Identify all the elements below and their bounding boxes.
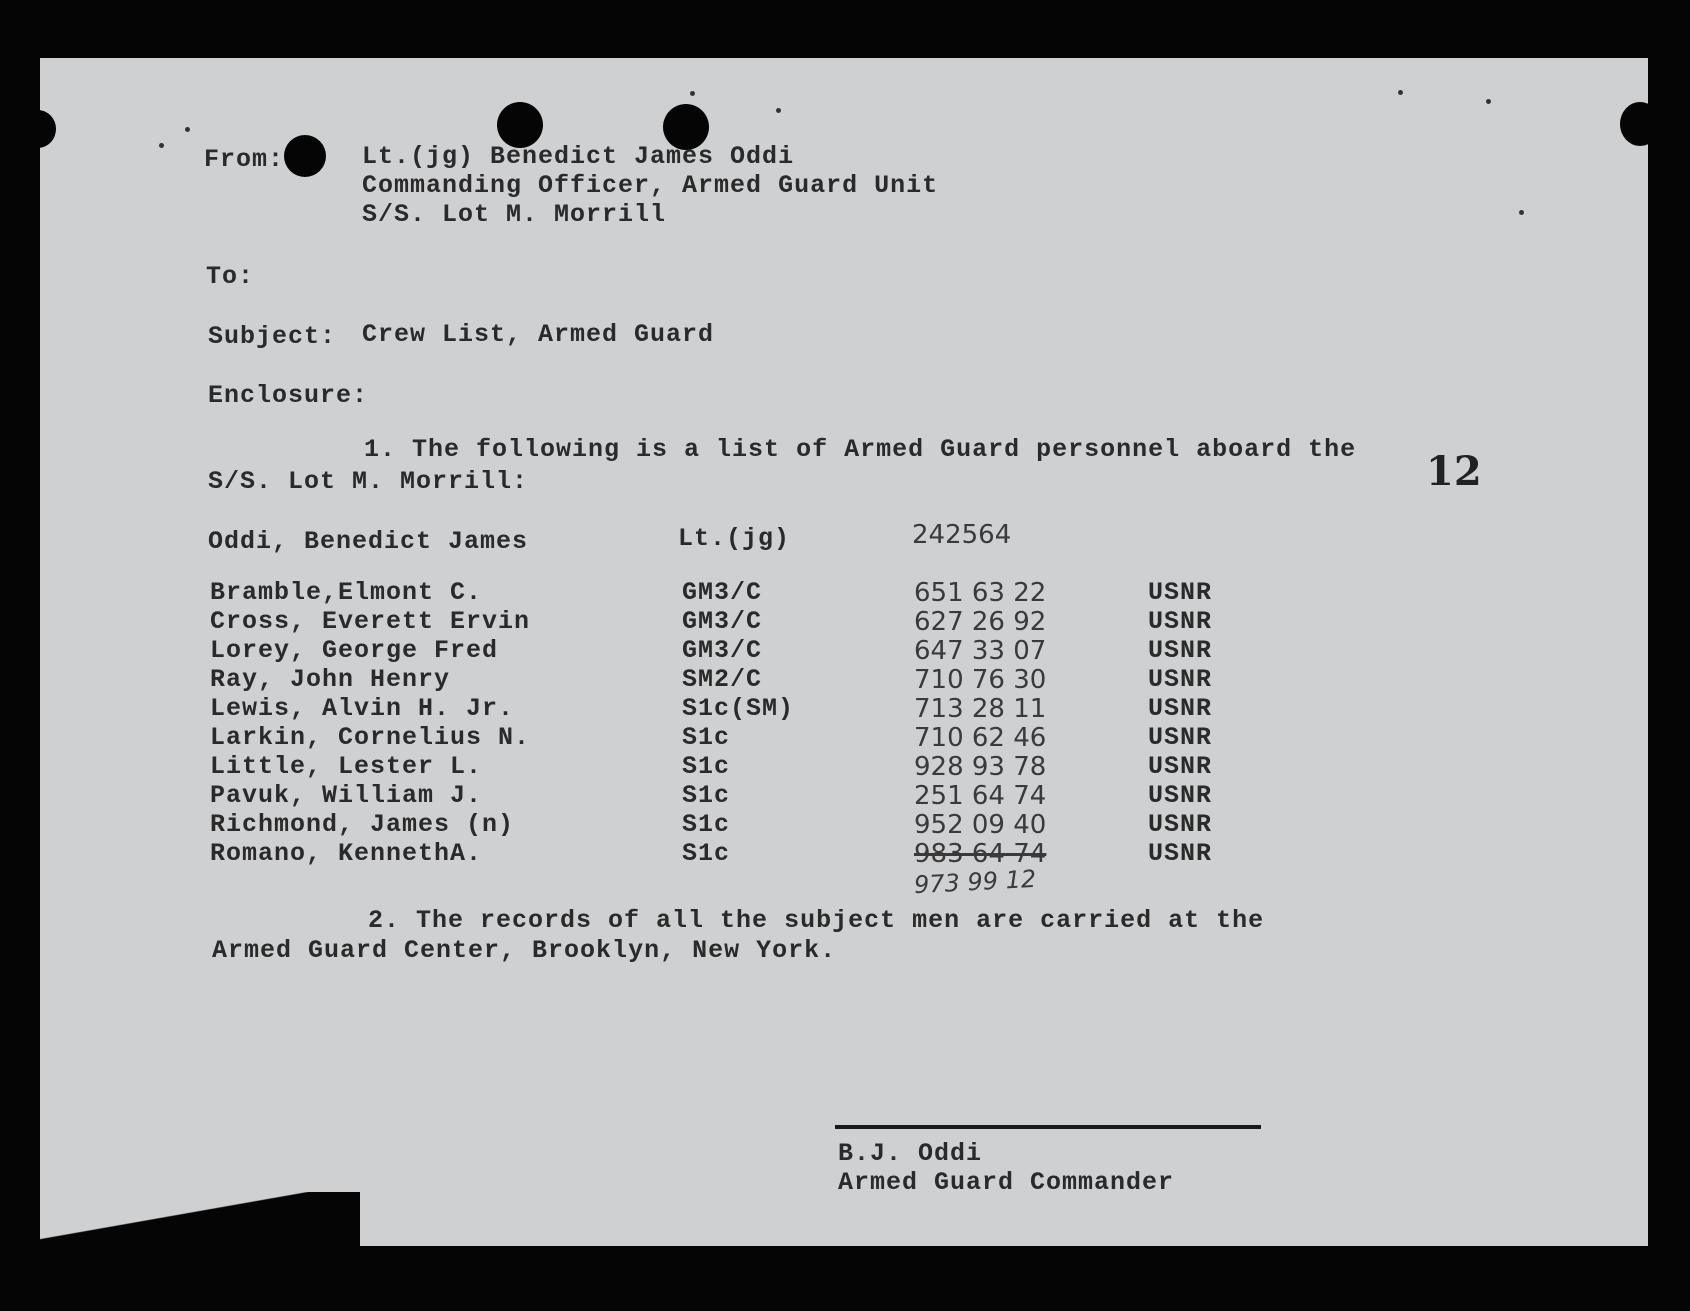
crew-branch: USNR bbox=[1148, 607, 1213, 636]
paragraph-2-line-1: 2. The records of all the subject men are carried at the bbox=[368, 906, 1265, 935]
crew-rank: S1c bbox=[682, 781, 731, 810]
crew-branch: USNR bbox=[1148, 694, 1213, 723]
crew-name: Larkin, Cornelius N. bbox=[210, 723, 531, 752]
crew-service-number: 928 93 78 bbox=[914, 752, 1047, 782]
subject-value: Crew List, Armed Guard bbox=[362, 320, 715, 349]
crew-rank: S1c bbox=[682, 839, 731, 868]
page-number: 12 bbox=[1426, 448, 1482, 495]
speck bbox=[1486, 99, 1491, 104]
crew-branch: USNR bbox=[1148, 578, 1213, 607]
subject-label: Subject: bbox=[208, 322, 337, 351]
crew-branch: USNR bbox=[1148, 839, 1213, 868]
crew-service-number-struck: 983 64 74 bbox=[914, 839, 1047, 869]
crew-service-number: 710 76 30 bbox=[914, 665, 1047, 695]
to-label: To: bbox=[206, 262, 255, 291]
crew-service-number: 710 62 46 bbox=[914, 723, 1047, 753]
signature-title: Armed Guard Commander bbox=[838, 1168, 1175, 1197]
officer-service-number: 242564 bbox=[912, 520, 1012, 550]
from-line-3: S/S. Lot M. Morrill bbox=[362, 200, 667, 229]
crew-rank: S1c bbox=[682, 723, 731, 752]
crew-rank: GM3/C bbox=[682, 607, 763, 636]
signature-name: B.J. Oddi bbox=[838, 1139, 983, 1168]
crew-branch: USNR bbox=[1148, 636, 1213, 665]
officer-rank: Lt.(jg) bbox=[678, 524, 791, 553]
from-label: From: bbox=[204, 145, 285, 174]
crew-name: Ray, John Henry bbox=[210, 665, 451, 694]
paragraph-1-line-1: 1. The following is a list of Armed Guard personnel aboard the bbox=[364, 435, 1357, 464]
speck bbox=[185, 127, 190, 132]
crew-rank: S1c bbox=[682, 810, 731, 839]
crew-name: Lorey, George Fred bbox=[210, 636, 499, 665]
crew-name: Richmond, James (n) bbox=[210, 810, 515, 839]
paragraph-1-line-2: S/S. Lot M. Morrill: bbox=[208, 467, 529, 496]
crew-branch: USNR bbox=[1148, 665, 1213, 694]
speck bbox=[690, 91, 695, 96]
crew-name: Cross, Everett Ervin bbox=[210, 607, 531, 636]
crew-branch: USNR bbox=[1148, 723, 1213, 752]
speck bbox=[1398, 90, 1403, 95]
crew-rank: S1c bbox=[682, 752, 731, 781]
speck bbox=[776, 108, 781, 113]
speck bbox=[159, 143, 164, 148]
punch-hole bbox=[284, 135, 326, 177]
crew-service-number: 713 28 11 bbox=[914, 694, 1047, 724]
crew-name: Little, Lester L. bbox=[210, 752, 483, 781]
enclosure-label: Enclosure: bbox=[208, 381, 369, 410]
crew-name: Lewis, Alvin H. Jr. bbox=[210, 694, 515, 723]
crew-name: Bramble,Elmont C. bbox=[210, 578, 483, 607]
officer-name: Oddi, Benedict James bbox=[208, 527, 529, 556]
speck bbox=[1519, 210, 1524, 215]
signature-line bbox=[835, 1125, 1261, 1129]
crew-rank: S1c(SM) bbox=[682, 694, 795, 723]
punch-hole bbox=[1620, 102, 1660, 146]
crew-branch: USNR bbox=[1148, 810, 1213, 839]
crew-service-number: 251 64 74 bbox=[914, 781, 1047, 811]
crew-service-number: 647 33 07 bbox=[914, 636, 1047, 666]
crew-rank: SM2/C bbox=[682, 665, 763, 694]
crew-rank: GM3/C bbox=[682, 636, 763, 665]
crew-service-number: 627 26 92 bbox=[914, 607, 1047, 637]
crew-branch: USNR bbox=[1148, 781, 1213, 810]
crew-name: Pavuk, William J. bbox=[210, 781, 483, 810]
paragraph-2-line-2: Armed Guard Center, Brooklyn, New York. bbox=[212, 936, 837, 965]
from-line-1: Lt.(jg) Benedict James Oddi bbox=[362, 142, 795, 171]
handwritten-correction: 973 99 12 bbox=[913, 864, 1037, 900]
punch-hole bbox=[20, 110, 56, 148]
crew-service-number: 651 63 22 bbox=[914, 578, 1047, 608]
crew-service-number: 952 09 40 bbox=[914, 810, 1047, 840]
crew-name: Romano, KennethA. bbox=[210, 839, 483, 868]
crew-rank: GM3/C bbox=[682, 578, 763, 607]
from-line-2: Commanding Officer, Armed Guard Unit bbox=[362, 171, 939, 200]
crew-branch: USNR bbox=[1148, 752, 1213, 781]
